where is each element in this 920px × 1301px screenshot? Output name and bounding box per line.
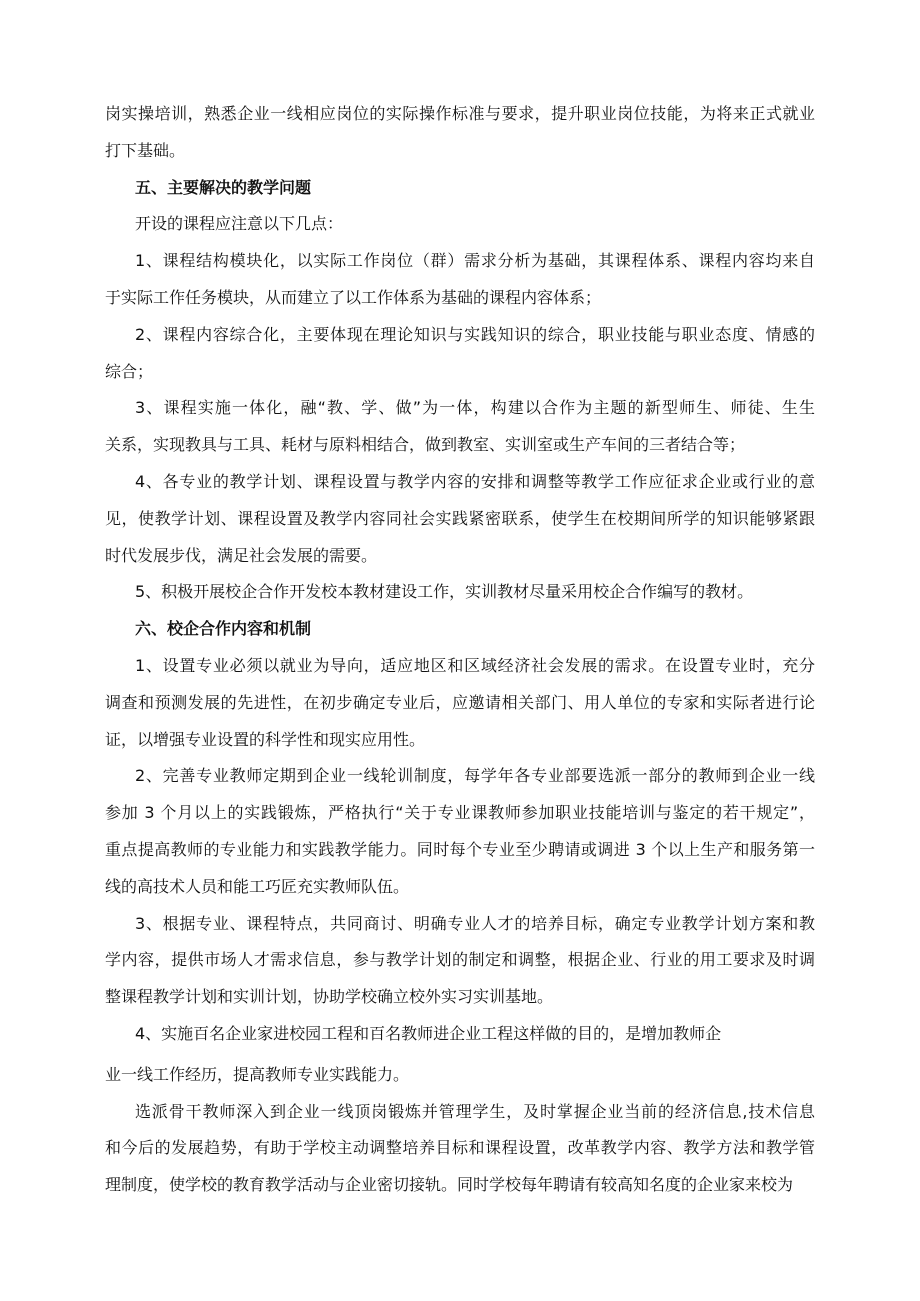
- paragraph-line: 业一线工作经历，提高教师专业实践能力。: [105, 1064, 410, 1084]
- paragraph-line: 综合；: [105, 361, 154, 381]
- paragraph-line: 1、课程结构模块化，以实际工作岗位（群）需求分析为基础，其课程体系、课程内容均来自: [135, 251, 815, 271]
- paragraph-line: 岗实操培训，熟悉企业一线相应岗位的实际操作标准与要求，提升职业岗位技能，为将来正式就业: [105, 104, 815, 123]
- paragraph-line: 参加 3 个月以上的实践锻炼，严格执行“关于专业课教师参加职业技能培训与鉴定的若干规定”，: [105, 803, 815, 823]
- paragraph-line: 于实际工作任务模块，从而建立了以工作体系为基础的课程内容体系；: [105, 287, 602, 307]
- section-heading: 六、校企合作内容和机制: [135, 619, 312, 639]
- paragraph-line: 和今后的发展趋势，有助于学校主动调整培养目标和课程设置，改革教学内容、教学方法和教学管: [105, 1138, 815, 1158]
- paragraph-line: 2、课程内容综合化，主要体现在理论知识与实践知识的综合，职业技能与职业态度、情感的: [135, 324, 815, 344]
- section-heading: 五、主要解决的教学问题: [135, 177, 312, 197]
- paragraph-line: 学内容，提供市场人才需求信息，参与教学计划的制定和调整，根据企业、行业的用工要求及时调: [105, 950, 815, 970]
- paragraph-line: 2、完善专业教师定期到企业一线轮训制度，每学年各专业部要选派一部分的教师到企业一线: [135, 766, 815, 786]
- paragraph-line: 调查和预测发展的先进性，在初步确定专业后，应邀请相关部门、用人单位的专家和实际者进行论: [105, 692, 815, 712]
- paragraph-line: 3、根据专业、课程特点，共同商讨、明确专业人才的培养目标，确定专业教学计划方案和教: [135, 913, 815, 933]
- paragraph-line: 选派骨干教师深入到企业一线顶岗锻炼并管理学生，及时掌握企业当前的经济信息,技术信息: [135, 1101, 815, 1121]
- paragraph-line: 线的高技术人员和能工巧匠充实教师队伍。: [105, 876, 410, 896]
- paragraph-line: 关系，实现教具与工具、耗材与原料相结合，做到教室、实训室或生产车间的三者结合等；: [105, 435, 746, 455]
- paragraph-line: 见，使教学计划、课程设置及教学内容同社会实践紧密联系，使学生在校期间所学的知识能够紧跟: [105, 508, 815, 528]
- paragraph-line: 3、课程实施一体化，融“教、学、做”为一体，构建以合作为主题的新型师生、师徒、生生: [135, 398, 815, 418]
- paragraph-line: 5、积极开展校企合作开发校本教材建设工作，实训教材尽量采用校企合作编写的教材。: [135, 582, 754, 602]
- paragraph-line: 打下基础。: [105, 140, 186, 160]
- paragraph-line: 4、各专业的教学计划、课程设置与教学内容的安排和调整等教学工作应征求企业或行业的意: [135, 471, 815, 491]
- document-page: [105, 96, 815, 1204]
- paragraph-line: 证，以增强专业设置的科学性和现实应用性。: [105, 729, 426, 749]
- paragraph-line: 1、设置专业必须以就业为导向，适应地区和区域经济社会发展的需求。在设置专业时，充分: [135, 655, 815, 675]
- paragraph-line: 4、实施百名企业家进校园工程和百名教师进企业工程这样做的目的，是增加教师企: [135, 1023, 722, 1043]
- paragraph-line: 时代发展步伐，满足社会发展的需要。: [105, 545, 378, 565]
- paragraph-line: 开设的课程应注意以下几点：: [135, 214, 344, 234]
- paragraph-line: 整课程教学计划和实训计划，协助学校确立校外实习实训基地。: [105, 987, 554, 1007]
- paragraph-line: 重点提高教师的专业能力和实践教学能力。同时每个专业至少聘请或调进 3 个以上生产和服务第一: [105, 839, 815, 859]
- paragraph-line: 理制度，使学校的教育教学活动与企业密切接轨。同时学校每年聘请有较高知名度的企业家来校为: [105, 1175, 794, 1195]
